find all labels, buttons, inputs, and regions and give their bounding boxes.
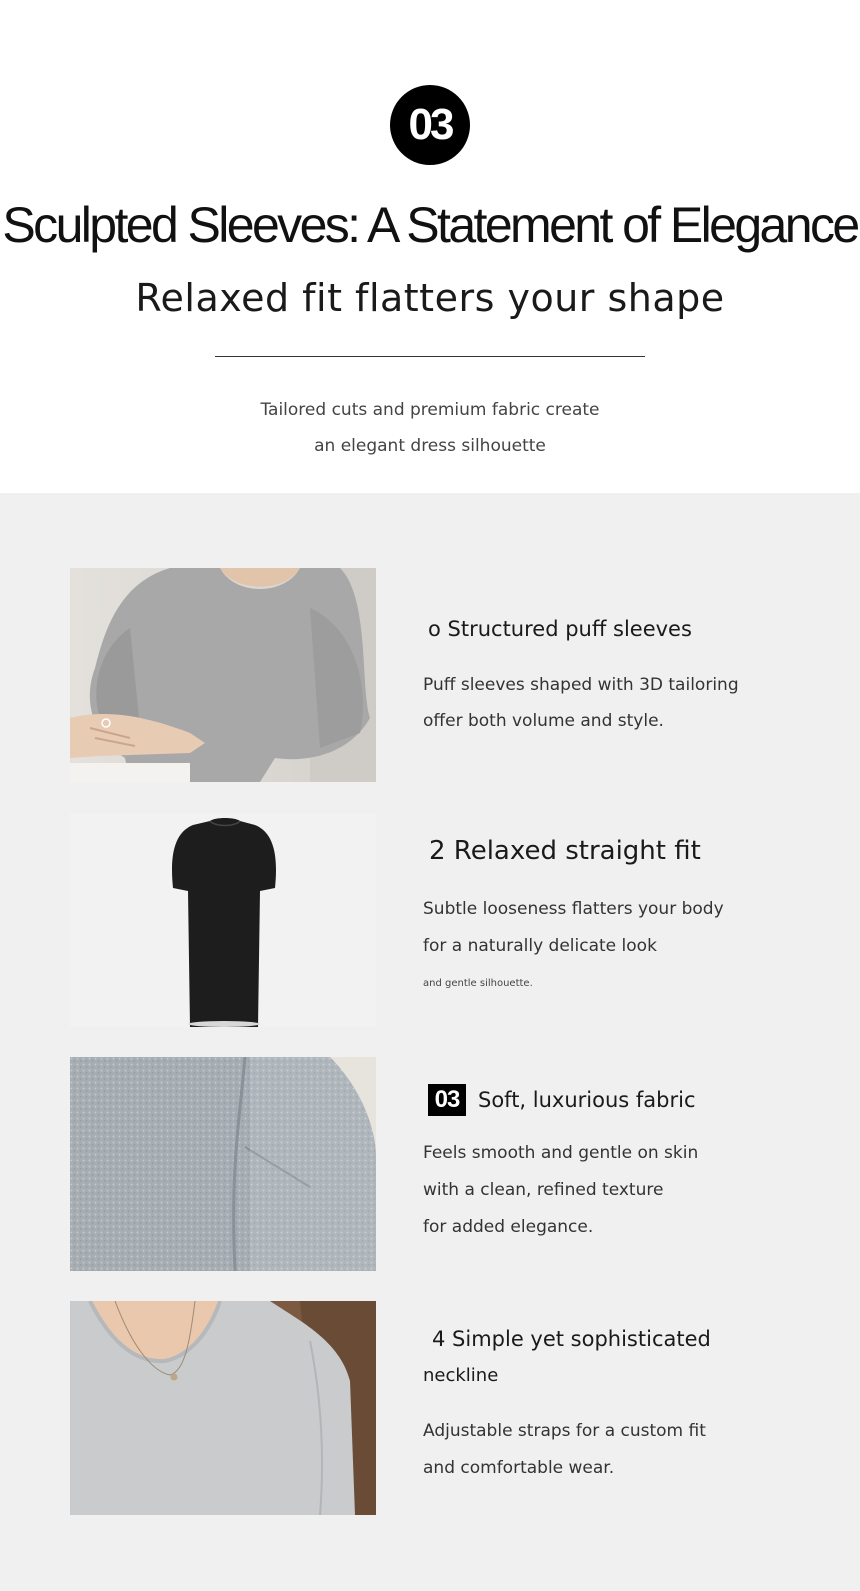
feature-line: Feels smooth and gentle on skin bbox=[423, 1143, 699, 1163]
header-section bbox=[0, 0, 860, 493]
feature-title-line2: neckline bbox=[423, 1365, 499, 1386]
features-section bbox=[0, 493, 860, 1591]
intro-text bbox=[0, 396, 860, 468]
feature-title bbox=[428, 1084, 696, 1116]
feature-row-fabric bbox=[70, 1057, 790, 1271]
feature-line: with a clean, refined texture bbox=[423, 1180, 664, 1200]
feature-title: 2 Relaxed straight fit bbox=[429, 836, 701, 866]
feature-row-straight-fit bbox=[70, 813, 790, 1027]
feature-line: Adjustable straps for a custom fit bbox=[423, 1421, 706, 1441]
divider bbox=[215, 356, 645, 357]
feature-title: o Structured puff sleeves bbox=[428, 617, 692, 641]
section-number-badge: 03 bbox=[390, 85, 470, 165]
intro-line: an elegant dress silhouette bbox=[314, 436, 546, 456]
neckline-photo bbox=[70, 1301, 376, 1515]
feature-line: Subtle looseness flatters your body bbox=[423, 899, 724, 919]
feature-title: 4 Simple yet sophisticated bbox=[432, 1327, 711, 1351]
feature-line: for a naturally delicate look bbox=[423, 936, 657, 956]
feature-row-puff-sleeves bbox=[70, 568, 790, 782]
feature-title-text: Soft, luxurious fabric bbox=[478, 1088, 696, 1112]
fabric-closeup-image bbox=[70, 1057, 376, 1271]
feature-number-badge: 03 bbox=[428, 1084, 466, 1116]
feature-small-line: and gentle silhouette. bbox=[423, 978, 533, 989]
black-dress-image bbox=[70, 813, 376, 1027]
feature-line: for added elegance. bbox=[423, 1217, 594, 1237]
feature-line: Puff sleeves shaped with 3D tailoring bbox=[423, 675, 739, 695]
page-title: Sculpted Sleeves: A Statement of Elegance bbox=[2, 197, 858, 253]
neckline-image bbox=[70, 1301, 376, 1515]
intro-line: Tailored cuts and premium fabric create bbox=[260, 400, 600, 420]
feature-line: offer both volume and style. bbox=[423, 711, 664, 731]
fabric-closeup-photo bbox=[70, 1057, 376, 1271]
black-dress-photo bbox=[70, 813, 376, 1027]
page-subtitle: Relaxed fit flatters your shape bbox=[135, 276, 725, 320]
feature-row-neckline bbox=[70, 1301, 790, 1515]
puff-sleeve-image bbox=[70, 568, 376, 782]
puff-sleeve-photo bbox=[70, 568, 376, 782]
feature-line: and comfortable wear. bbox=[423, 1458, 615, 1478]
